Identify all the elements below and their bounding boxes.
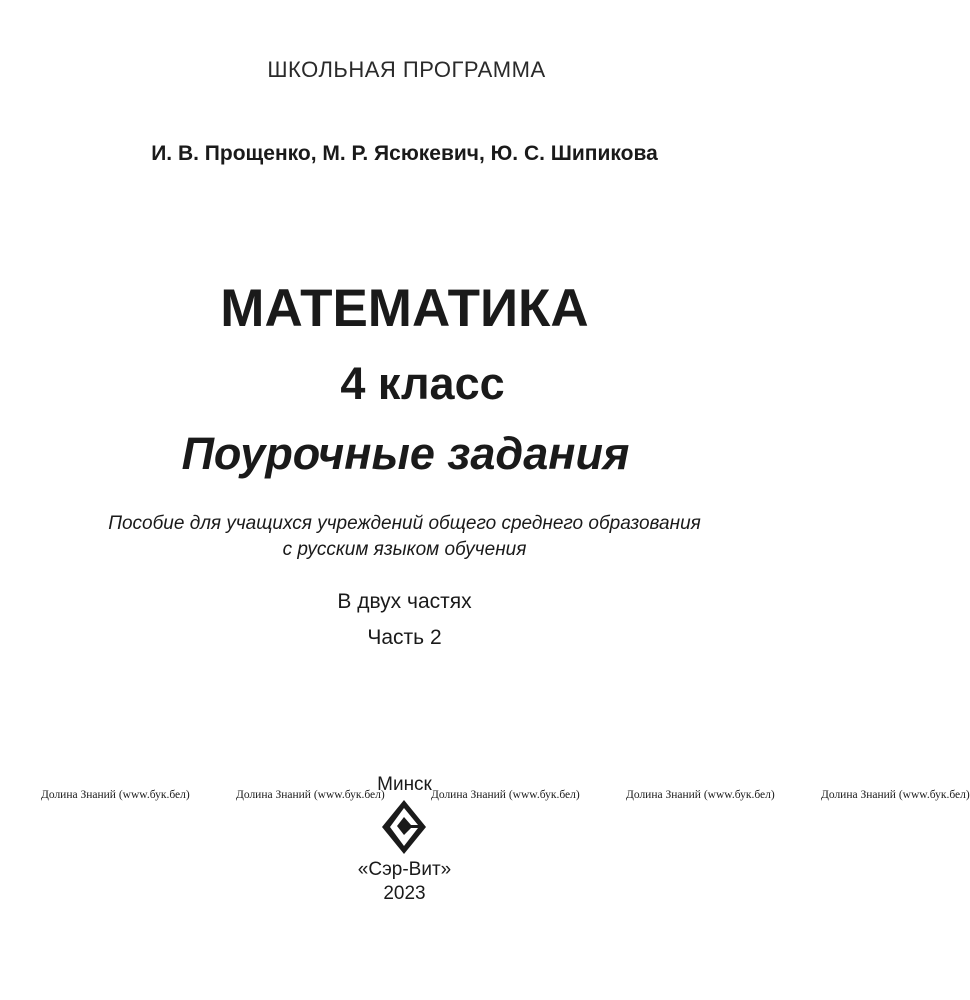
watermark-text: Долина Знаний (www.бук.бел) — [821, 789, 970, 801]
imprint-year: 2023 — [383, 883, 426, 904]
watermark-text: Долина Знаний (www.бук.бел) — [41, 789, 190, 801]
imprint-publisher: «Сэр-Вит» — [357, 859, 452, 880]
description-line-2: с русским языком обучения — [282, 539, 527, 560]
imprint-city: Минск — [377, 774, 432, 795]
series-label: ШКОЛЬНАЯ ПРОГРАММА — [267, 57, 546, 82]
book-title: МАТЕМАТИКА — [220, 279, 589, 338]
watermark-text: Долина Знаний (www.бук.бел) — [626, 789, 775, 801]
authors: И. В. Прощенко, М. Р. Ясюкевич, Ю. С. Шипикова — [151, 142, 658, 165]
watermark-text: Долина Знаний (www.бук.бел) — [236, 789, 385, 801]
grade-label: 4 класс — [340, 358, 505, 409]
description-line-1: Пособие для учащихся учреждений общего среднего образования — [108, 513, 701, 534]
part-label: Часть 2 — [367, 626, 442, 649]
ser-vit-logo-icon — [381, 799, 427, 855]
book-subtitle: Поурочные задания — [181, 428, 630, 479]
volumes-label: В двух частях — [337, 590, 472, 613]
watermark-text: Долина Знаний (www.бук.бел) — [431, 789, 580, 801]
